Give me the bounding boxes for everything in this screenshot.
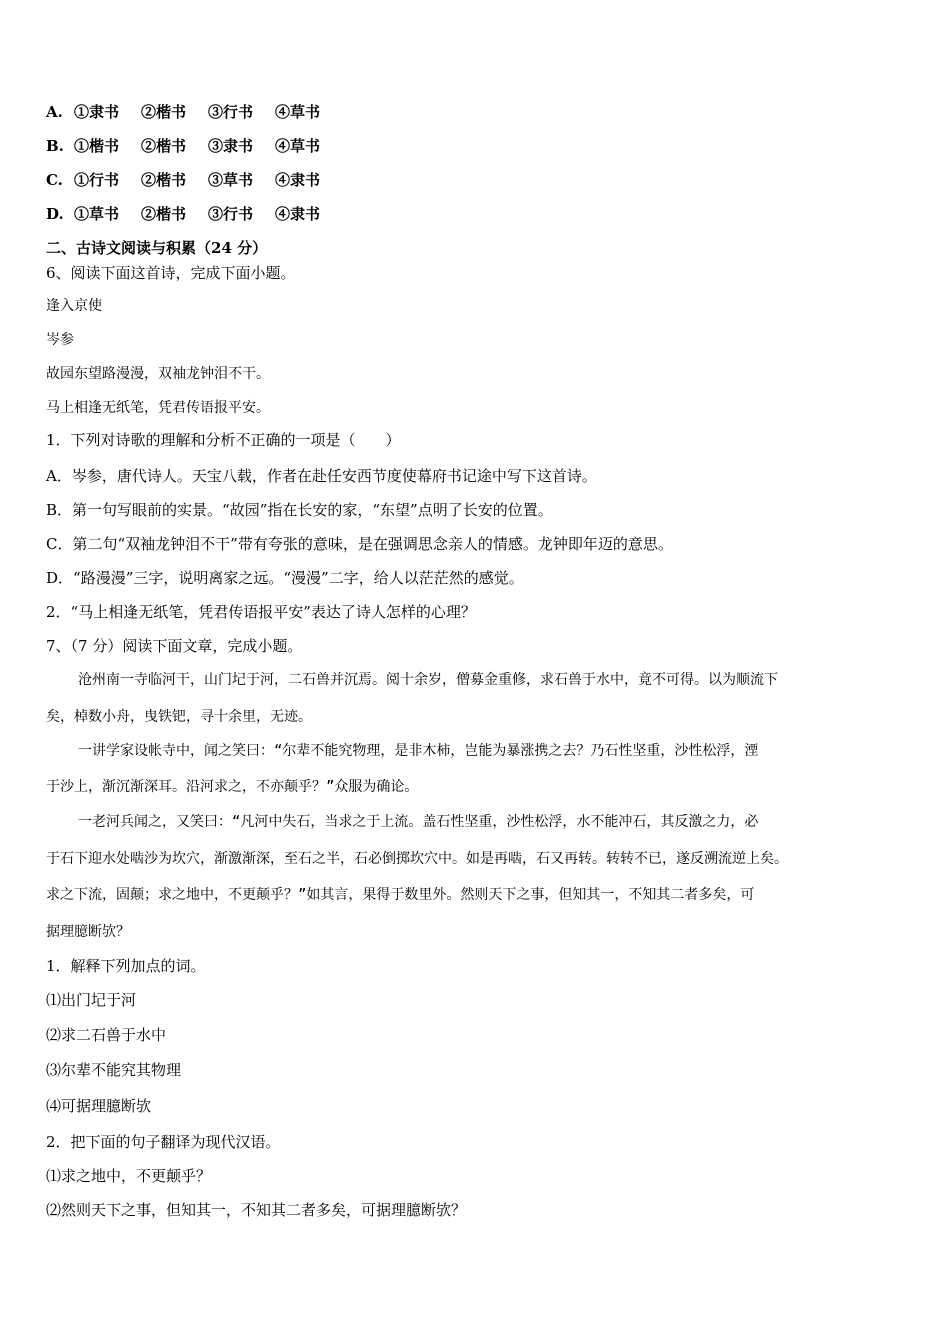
q7-word-2: ⑵求二石兽于水中 bbox=[46, 1026, 167, 1044]
option-item: ④隶书 bbox=[275, 171, 321, 189]
option-label: C. bbox=[46, 171, 63, 189]
q6-choice-a: A．岑参，唐代诗人。天宝八载，作者在赴任安西节度使幕府书记途中写下这首诗。 bbox=[46, 467, 597, 485]
q6-choice-d: D．“路漫漫”三字，说明离家之远。“漫漫”二字，给人以茫茫然的感觉。 bbox=[46, 569, 524, 587]
passage-p2-line2: 于沙上，渐沉渐深耳。沿河求之，不亦颠乎？”众服为确论。 bbox=[46, 779, 419, 795]
poem-line-1: 故园东望路漫漫，双袖龙钟泪不干。 bbox=[46, 366, 270, 382]
option-item: ②楷书 bbox=[141, 103, 187, 121]
option-item: ②楷书 bbox=[141, 137, 187, 155]
q7-sub2: 2．把下面的句子翻译为现代汉语。 bbox=[46, 1133, 281, 1151]
option-item: ③隶书 bbox=[208, 137, 254, 155]
passage-p3-line1: 一老河兵闻之，又笑曰：“凡河中失石，当求之于上流。盖石性坚重，沙性松浮，水不能冲石，其反激之力，必 bbox=[78, 814, 759, 830]
q6-prompt: 6、阅读下面这首诗，完成下面小题。 bbox=[46, 264, 296, 282]
option-label: B. bbox=[46, 137, 64, 155]
poem-line-2: 马上相逢无纸笔，凭君传语报平安。 bbox=[46, 400, 270, 416]
option-c bbox=[46, 170, 342, 190]
option-b bbox=[46, 136, 342, 156]
poem-author: 岑参 bbox=[46, 332, 74, 348]
option-item: ②楷书 bbox=[141, 171, 187, 189]
option-item: ④隶书 bbox=[275, 205, 321, 223]
option-item: ①隶书 bbox=[74, 103, 120, 121]
section-heading: 二、古诗文阅读与积累（24 分） bbox=[46, 239, 268, 257]
q7-translate-2: ⑵然则天下之事，但知其一，不知其二者多矣，可据理臆断欤？ bbox=[46, 1201, 467, 1219]
q6-sub2: 2．“马上相逢无纸笔，凭君传语报平安”表达了诗人怎样的心理？ bbox=[46, 603, 476, 621]
option-label: D. bbox=[46, 205, 64, 223]
passage-p1-line1: 沧州南一寺临河干，山门圮于河，二石兽并沉焉。阅十余岁，僧募金重修，求石兽于水中，竟不可得。以为顺流下 bbox=[78, 672, 778, 688]
q6-choice-c: C．第二句“双袖龙钟泪不干”带有夸张的意味，是在强调思念亲人的情感。龙钟即年迈的意思。 bbox=[46, 535, 673, 553]
q7-word-1: ⑴出门圮于河 bbox=[46, 991, 137, 1009]
option-item: ④草书 bbox=[275, 137, 321, 155]
q6-choice-b: B．第一句写眼前的实景。“故园”指在长安的家，“东望”点明了长安的位置。 bbox=[46, 501, 553, 519]
q6-sub1: 1．下列对诗歌的理解和分析不正确的一项是（ ） bbox=[46, 431, 401, 449]
option-item: ①草书 bbox=[74, 205, 120, 223]
passage-p2-line1: 一讲学家设帐寺中，闻之笑曰：“尔辈不能究物理，是非木柿，岂能为暴涨携之去？乃石性坚重，沙性松浮，湮 bbox=[78, 743, 759, 759]
option-item: ④草书 bbox=[275, 103, 321, 121]
option-a bbox=[46, 102, 342, 122]
q7-sub1: 1．解释下列加点的词。 bbox=[46, 957, 206, 975]
option-item: ③行书 bbox=[208, 205, 254, 223]
q7-word-4: ⑷可据理臆断欤 bbox=[46, 1097, 152, 1115]
passage-p3-line4: 据理臆断欤？ bbox=[46, 924, 130, 940]
option-d bbox=[46, 204, 342, 224]
poem-title: 逢入京使 bbox=[46, 298, 102, 314]
passage-p3-line3: 求之下流，固颠；求之地中，不更颠乎？”如其言，果得于数里外。然则天下之事，但知其一，不知其二者多矣，可 bbox=[46, 887, 755, 903]
option-label: A. bbox=[46, 103, 63, 121]
q7-translate-1: ⑴求之地中，不更颠乎？ bbox=[46, 1167, 212, 1185]
option-item: ②楷书 bbox=[141, 205, 187, 223]
passage-p1-line2: 矣，棹数小舟，曳铁钯，寻十余里，无迹。 bbox=[46, 709, 312, 725]
option-item: ①楷书 bbox=[74, 137, 120, 155]
option-item: ③草书 bbox=[208, 171, 254, 189]
q7-prompt: 7、（7 分）阅读下面文章，完成小题。 bbox=[46, 637, 303, 655]
passage-p3-line2: 于石下迎水处啮沙为坎穴，渐激渐深，至石之半，石必倒掷坎穴中。如是再啮，石又再转。转转不已，遂反溯流逆上矣。 bbox=[46, 851, 788, 867]
q7-word-3: ⑶尔辈不能究其物理 bbox=[46, 1061, 182, 1079]
option-item: ①行书 bbox=[74, 171, 120, 189]
option-item: ③行书 bbox=[208, 103, 254, 121]
